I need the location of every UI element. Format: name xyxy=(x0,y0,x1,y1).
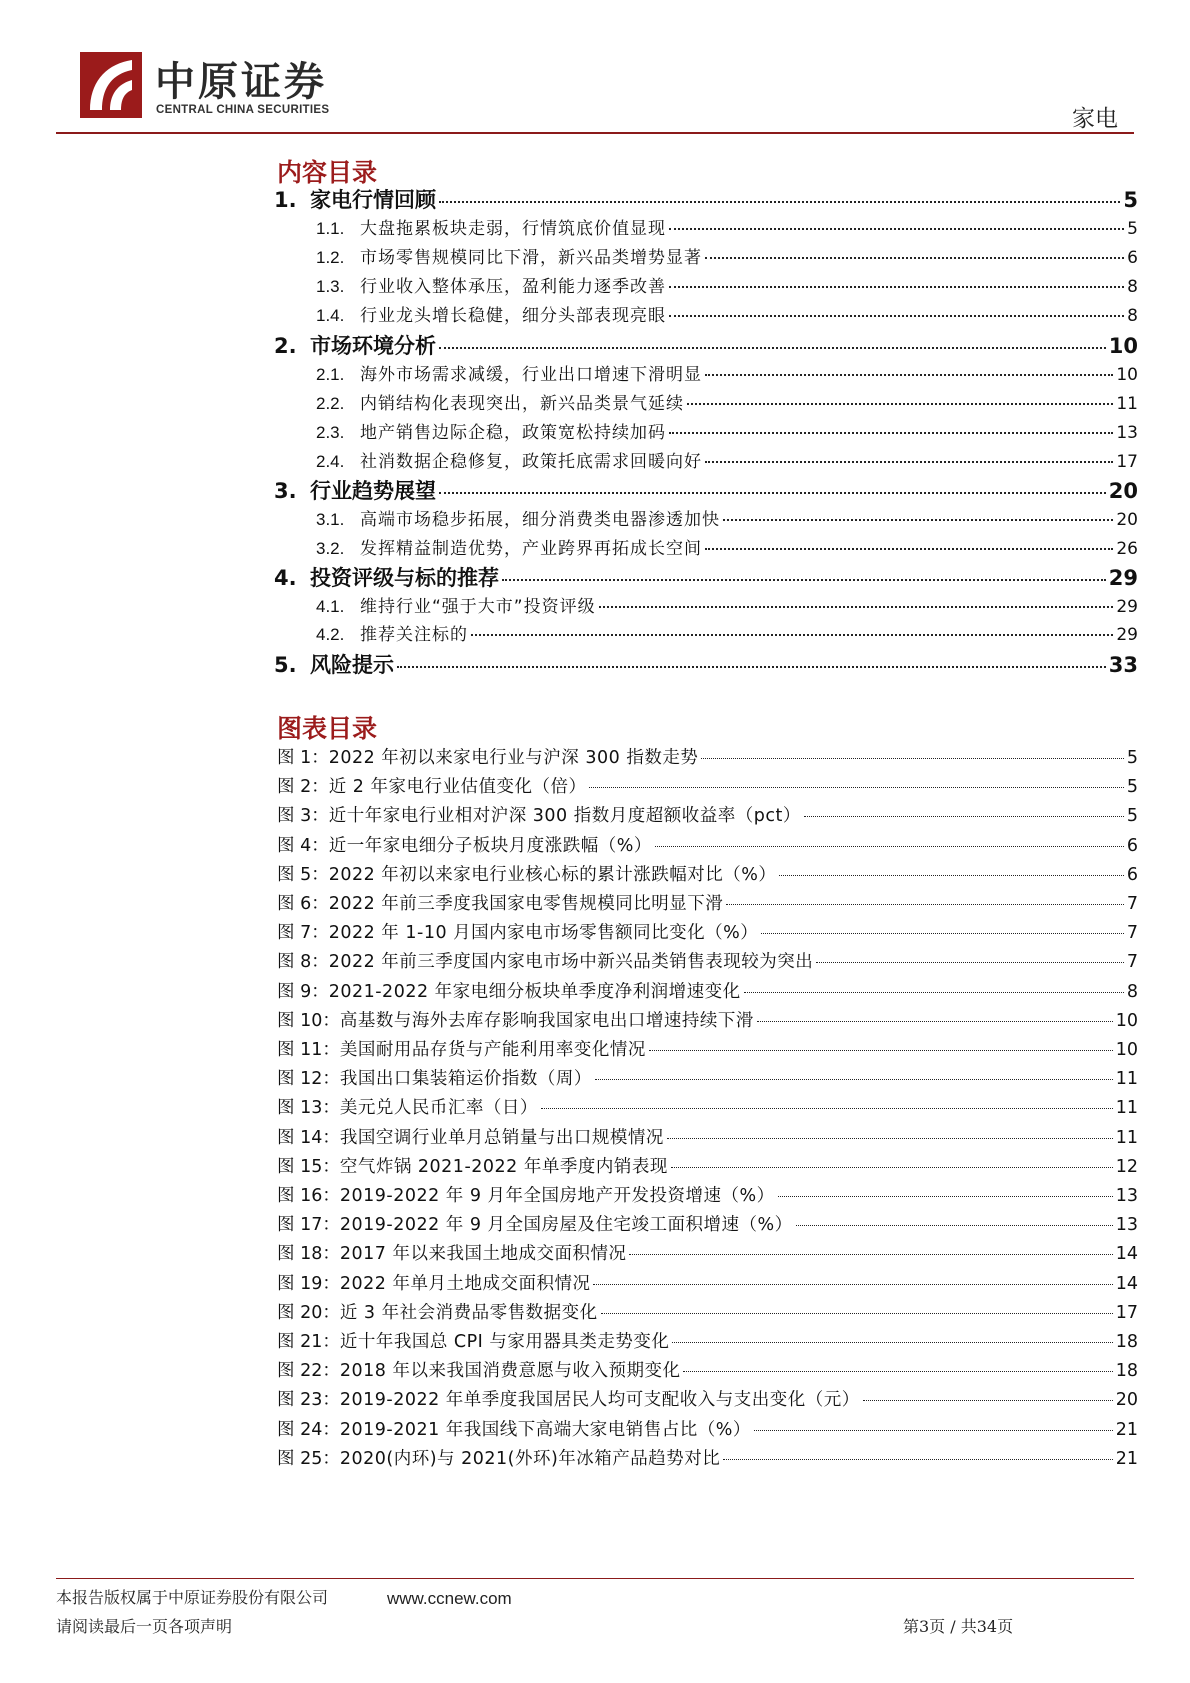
figure-entry-label: 图 25： xyxy=(277,1448,340,1469)
dot-leader xyxy=(705,257,1124,259)
figure-entry-label: 图 11： xyxy=(277,1040,340,1060)
toc-subentry[interactable] xyxy=(316,598,1138,616)
industry-tag: 家电 xyxy=(1072,106,1118,132)
dot-leader xyxy=(744,992,1124,993)
figure-entry-title: 2017 年以来我国土地成交面积情况 xyxy=(339,1244,627,1265)
toc-entry-number: 3. xyxy=(274,479,297,503)
toc-subentry-title: 海外市场需求减缓，行业出口增速下滑明显 xyxy=(360,365,702,385)
toc-subentry-title: 社消数据企稳修复，政策托底需求回暖向好 xyxy=(360,452,702,472)
toc-subentry-page: 29 xyxy=(1116,597,1138,617)
figure-entry[interactable] xyxy=(277,1010,1138,1031)
toc-subentry-title: 发挥精益制造优势，产业跨界再拓成长空间 xyxy=(360,539,702,559)
figure-entry[interactable] xyxy=(277,1156,1138,1177)
dot-leader xyxy=(541,1108,1113,1109)
dot-leader xyxy=(669,315,1124,317)
figure-entry-page: 18 xyxy=(1115,1361,1138,1382)
brand-name-en: CENTRAL CHINA SECURITIES xyxy=(156,104,330,116)
dot-leader xyxy=(863,1400,1113,1401)
figure-entry-title: 2018 年以来我国消费意愿与收入预期变化 xyxy=(339,1361,681,1382)
figure-entry-page: 10 xyxy=(1115,1040,1138,1060)
toc-subentry-page: 20 xyxy=(1116,510,1138,530)
toc-subentry-number: 2.1. xyxy=(316,365,345,384)
figure-entry-page: 5 xyxy=(1126,748,1138,768)
footer-website[interactable]: www.ccnew.com xyxy=(387,1589,512,1608)
dot-leader xyxy=(723,519,1113,521)
dot-leader xyxy=(761,933,1124,934)
figure-entry[interactable] xyxy=(277,1448,1138,1469)
toc-subentry-number: 2.3. xyxy=(316,423,345,442)
toc-entry-title: 市场环境分析 xyxy=(310,334,436,358)
toc-entry-page: 29 xyxy=(1108,566,1138,590)
toc-subentry-number: 1.4. xyxy=(316,306,345,325)
dot-leader xyxy=(601,1313,1113,1314)
toc-subentry-title: 地产销售边际企稳，政策宽松持续加码 xyxy=(360,423,666,443)
figure-entry-page: 6 xyxy=(1126,835,1138,856)
figure-entry[interactable] xyxy=(277,1100,1138,1118)
dot-leader xyxy=(502,579,1106,581)
dot-leader xyxy=(705,461,1113,463)
figure-entry-label: 图 21： xyxy=(277,1332,340,1352)
dot-leader xyxy=(669,286,1124,288)
toc-entry[interactable] xyxy=(274,568,1138,589)
toc-subentry-number: 2.4. xyxy=(316,452,345,471)
dot-leader xyxy=(629,1254,1112,1255)
toc-entry[interactable] xyxy=(274,336,1138,357)
figure-entry-page: 21 xyxy=(1115,1419,1138,1440)
figure-entry-label: 图 7： xyxy=(277,923,329,944)
toc-subentry-number: 4.2. xyxy=(316,625,345,644)
figure-entry-title: 美元兑人民币汇率（日） xyxy=(339,1098,538,1119)
toc-subentry-page: 8 xyxy=(1127,277,1138,297)
dot-leader xyxy=(439,347,1106,349)
toc-subentry-number: 3.1. xyxy=(316,510,345,529)
toc-subentry[interactable] xyxy=(316,220,1138,238)
figure-entry-label: 图 20： xyxy=(277,1302,340,1323)
figure-entry[interactable] xyxy=(277,1302,1138,1323)
figure-entry-label: 图 5： xyxy=(277,864,329,885)
toc-subentry-title: 高端市场稳步拓展，细分消费类电器渗透加快 xyxy=(360,510,720,530)
header-divider xyxy=(56,132,1134,134)
toc-subentry-number: 1.1. xyxy=(316,219,345,238)
figure-entry-title: 2021-2022 年家电细分板块单季度净利润增速变化 xyxy=(328,981,741,1002)
figure-entry[interactable] xyxy=(277,1246,1138,1264)
figure-entry-page: 17 xyxy=(1115,1302,1138,1323)
toc-entry-page: 5 xyxy=(1123,188,1138,212)
figure-entry-title: 2019-2022 年 9 月年全国房地产开发投资增速（%） xyxy=(339,1186,775,1206)
figure-entry-page: 14 xyxy=(1115,1244,1138,1265)
figure-entry-page: 5 xyxy=(1126,806,1138,827)
figure-entry-title: 空气炸锅 2021-2022 年单季度内销表现 xyxy=(339,1156,668,1177)
figure-entry-page: 7 xyxy=(1126,894,1138,914)
figure-entry-title: 我国空调行业单月总销量与出口规模情况 xyxy=(339,1127,664,1148)
toc-subentry[interactable] xyxy=(316,453,1138,471)
dot-leader xyxy=(669,228,1124,230)
dot-leader xyxy=(439,201,1120,203)
dot-leader xyxy=(778,1196,1113,1197)
toc-entry-page: 20 xyxy=(1108,479,1138,503)
figure-entry-label: 图 10： xyxy=(277,1010,340,1031)
dot-leader xyxy=(701,758,1124,759)
figure-entry-title: 2019-2022 年单季度我国居民人均可支配收入与支出变化（元） xyxy=(339,1390,860,1411)
dot-leader xyxy=(599,606,1114,608)
dot-leader xyxy=(816,962,1124,963)
figure-entry-title: 2022 年初以来家电行业核心标的累计涨跌幅对比（%） xyxy=(328,864,777,885)
figure-entry-page: 7 xyxy=(1126,952,1138,973)
company-logo xyxy=(80,52,142,118)
dot-leader xyxy=(397,666,1106,668)
toc-entry[interactable] xyxy=(274,655,1138,676)
figure-entry-page: 13 xyxy=(1115,1186,1138,1206)
figure-entry-title: 2022 年单月土地成交面积情况 xyxy=(339,1273,591,1294)
dot-leader xyxy=(705,548,1113,550)
dot-leader xyxy=(667,1138,1113,1139)
dot-leader xyxy=(672,1342,1112,1343)
toc-subentry-page: 26 xyxy=(1116,539,1138,559)
dot-leader xyxy=(669,432,1113,434)
figure-entry-label: 图 18： xyxy=(277,1244,340,1265)
toc-subentry[interactable] xyxy=(316,511,1138,529)
dot-leader xyxy=(649,1050,1113,1051)
figure-entry-label: 图 22： xyxy=(277,1361,340,1382)
toc-subentry-page: 6 xyxy=(1127,248,1138,268)
toc-entry-page: 33 xyxy=(1108,653,1138,677)
figure-entry-page: 11 xyxy=(1115,1069,1138,1090)
toc-subentry[interactable] xyxy=(316,307,1138,325)
figure-entry-title: 2020(内环)与 2021(外环)年冰箱产品趋势对比 xyxy=(339,1448,721,1469)
figure-entry-page: 10 xyxy=(1115,1010,1138,1031)
figure-entry-title: 美国耐用品存货与产能利用率变化情况 xyxy=(339,1040,646,1060)
figure-entry-title: 2022 年前三季度国内家电市场中新兴品类销售表现较为突出 xyxy=(328,952,814,973)
figure-entry-label: 图 2： xyxy=(277,777,329,798)
figure-entry-title: 近 2 年家电行业估值变化（倍） xyxy=(328,777,587,798)
figure-entry-label: 图 6： xyxy=(277,894,329,914)
toc-subentry-title: 行业龙头增长稳健，细分头部表现亮眼 xyxy=(360,306,666,326)
footer-page-info: 第3页 / 共34页 xyxy=(903,1617,1014,1636)
toc-subentry[interactable] xyxy=(316,395,1138,413)
toc-subentry-number: 2.2. xyxy=(316,394,345,413)
figure-entry-label: 图 9： xyxy=(277,981,329,1002)
toc-subentry-page: 29 xyxy=(1116,625,1138,645)
toc-subentry-title: 推荐关注标的 xyxy=(360,625,468,645)
dot-leader xyxy=(723,1459,1112,1460)
figure-entry-page: 7 xyxy=(1126,923,1138,944)
dot-leader xyxy=(589,787,1123,788)
figure-entry[interactable] xyxy=(277,1334,1138,1352)
figure-entry[interactable] xyxy=(277,954,1138,972)
figure-entry-page: 13 xyxy=(1115,1215,1138,1236)
toc-subentry-page: 5 xyxy=(1127,219,1138,239)
dot-leader xyxy=(655,846,1124,847)
toc-subentry[interactable] xyxy=(316,424,1138,442)
footer-copyright: 本报告版权属于中原证券股份有限公司 xyxy=(56,1588,329,1607)
figure-entry-label: 图 3： xyxy=(277,806,329,827)
toc-subentry[interactable] xyxy=(316,626,1138,644)
footer-divider xyxy=(56,1578,1134,1579)
toc-subentry-number: 1.2. xyxy=(316,248,345,267)
figure-entry[interactable] xyxy=(277,1273,1138,1294)
dot-leader xyxy=(595,1079,1113,1080)
toc-entry[interactable] xyxy=(274,481,1138,502)
toc-subentry-page: 10 xyxy=(1116,365,1138,385)
toc-subentry-number: 1.3. xyxy=(316,277,345,296)
toc-subentry-title: 内销结构化表现突出，新兴品类景气延续 xyxy=(360,394,684,414)
figure-entry[interactable] xyxy=(277,808,1138,826)
figure-entry[interactable] xyxy=(277,1188,1138,1206)
brand-name-cn: 中原证券 xyxy=(155,58,327,105)
figure-entry-title: 2019-2021 年我国线下高端大家电销售占比（%） xyxy=(339,1419,751,1440)
figure-entry[interactable] xyxy=(277,779,1138,797)
figure-entry-label: 图 16： xyxy=(277,1186,340,1206)
figure-entry-title: 我国出口集装箱运价指数（周） xyxy=(339,1069,592,1090)
toc-title: 内容目录 xyxy=(277,158,378,187)
toc-entry-number: 4. xyxy=(274,566,297,590)
dot-leader xyxy=(439,492,1106,494)
toc-subentry[interactable] xyxy=(316,249,1138,267)
dot-leader xyxy=(796,1225,1113,1226)
toc-subentry-page: 8 xyxy=(1127,306,1138,326)
figure-entry-page: 18 xyxy=(1115,1332,1138,1352)
figure-entry-title: 2022 年初以来家电行业与沪深 300 指数走势 xyxy=(328,748,699,768)
figure-entry[interactable] xyxy=(277,896,1138,914)
toc-entry-title: 家电行情回顾 xyxy=(310,188,436,212)
toc-entry-title: 投资评级与标的推荐 xyxy=(310,566,499,590)
figure-entry[interactable] xyxy=(277,750,1138,768)
dot-leader xyxy=(471,634,1113,636)
toc-subentry-title: 维持行业“强于大市”投资评级 xyxy=(360,597,596,617)
dot-leader xyxy=(705,374,1113,376)
figure-entry-title: 近一年家电细分子板块月度涨跌幅（%） xyxy=(328,835,652,856)
figure-entry[interactable] xyxy=(277,1363,1138,1381)
dot-leader xyxy=(804,816,1124,817)
figure-entry-label: 图 12： xyxy=(277,1069,340,1090)
toc-subentry[interactable] xyxy=(316,540,1138,558)
figure-entry-page: 11 xyxy=(1115,1098,1138,1119)
figure-entry-page: 8 xyxy=(1126,981,1138,1002)
figure-entry-label: 图 1： xyxy=(277,748,329,768)
figure-entry-page: 14 xyxy=(1115,1273,1138,1294)
figure-entry-page: 20 xyxy=(1115,1390,1138,1411)
figure-entry-label: 图 14： xyxy=(277,1127,340,1148)
figure-entry-title: 近十年我国总 CPI 与家用器具类走势变化 xyxy=(339,1332,670,1352)
dot-leader xyxy=(754,1430,1113,1431)
figure-entry-page: 6 xyxy=(1126,864,1138,885)
figure-entry-label: 图 24： xyxy=(277,1419,340,1440)
figure-entry-label: 图 8： xyxy=(277,952,329,973)
toc-subentry-title: 市场零售规模同比下滑，新兴品类增势显著 xyxy=(360,248,702,268)
toc-entry-title: 行业趋势展望 xyxy=(310,479,436,503)
figure-entry[interactable] xyxy=(277,1217,1138,1235)
figure-entry[interactable] xyxy=(277,1071,1138,1089)
figure-entry-label: 图 23： xyxy=(277,1390,340,1411)
figure-entry-label: 图 4： xyxy=(277,835,329,856)
dot-leader xyxy=(687,403,1113,405)
toc-subentry-page: 13 xyxy=(1116,423,1138,443)
figure-entry-title: 近 3 年社会消费品零售数据变化 xyxy=(339,1302,598,1323)
toc-subentry-page: 11 xyxy=(1116,394,1138,414)
toc-subentry-title: 大盘拖累板块走弱，行情筑底价值显现 xyxy=(360,219,666,239)
dot-leader xyxy=(683,1371,1112,1372)
figures-title: 图表目录 xyxy=(277,714,378,743)
toc-entry-title: 风险提示 xyxy=(310,653,394,677)
toc-subentry-number: 3.2. xyxy=(316,539,345,558)
toc-subentry-number: 4.1. xyxy=(316,597,345,616)
figure-entry-page: 5 xyxy=(1126,777,1138,798)
toc-entry[interactable] xyxy=(274,190,1138,211)
figure-entry[interactable] xyxy=(277,1127,1138,1148)
figure-entry-label: 图 19： xyxy=(277,1273,340,1294)
dot-leader xyxy=(779,875,1123,876)
figure-entry-page: 12 xyxy=(1115,1156,1138,1177)
toc-entry-number: 2. xyxy=(274,334,297,358)
toc-entry-number: 1. xyxy=(274,188,297,212)
figure-entry[interactable] xyxy=(277,835,1138,856)
dot-leader xyxy=(757,1021,1113,1022)
footer-disclaimer: 请阅读最后一页各项声明 xyxy=(56,1617,233,1636)
figure-entry-title: 2019-2022 年 9 月全国房屋及住宅竣工面积增速（%） xyxy=(339,1215,793,1236)
dot-leader xyxy=(671,1167,1113,1168)
dot-leader xyxy=(726,904,1124,905)
figure-entry[interactable] xyxy=(277,1392,1138,1410)
toc-subentry-page: 17 xyxy=(1116,452,1138,472)
figure-entry[interactable] xyxy=(277,864,1138,885)
figure-entry[interactable] xyxy=(277,981,1138,1002)
figure-entry-label: 图 13： xyxy=(277,1098,340,1119)
toc-entry-number: 5. xyxy=(274,653,297,677)
figure-entry-title: 近十年家电行业相对沪深 300 指数月度超额收益率（pct） xyxy=(328,806,801,827)
figure-entry[interactable] xyxy=(277,1419,1138,1440)
toc-subentry[interactable] xyxy=(316,366,1138,384)
toc-subentry[interactable] xyxy=(316,278,1138,296)
figure-entry-label: 图 15： xyxy=(277,1156,340,1177)
figure-entry-page: 11 xyxy=(1115,1127,1138,1148)
figure-entry-label: 图 17： xyxy=(277,1215,340,1236)
toc-entry-page: 10 xyxy=(1108,334,1138,358)
dot-leader xyxy=(593,1284,1112,1285)
toc-subentry-title: 行业收入整体承压，盈利能力逐季改善 xyxy=(360,277,666,297)
figure-entry-title: 2022 年前三季度我国家电零售规模同比明显下滑 xyxy=(328,894,724,914)
figure-entry[interactable] xyxy=(277,925,1138,943)
figure-entry-page: 21 xyxy=(1115,1448,1138,1469)
figure-entry-title: 高基数与海外去库存影响我国家电出口增速持续下滑 xyxy=(339,1010,754,1031)
figure-entry-title: 2022 年 1-10 月国内家电市场零售额同比变化（%） xyxy=(328,923,759,944)
figure-entry[interactable] xyxy=(277,1042,1138,1060)
